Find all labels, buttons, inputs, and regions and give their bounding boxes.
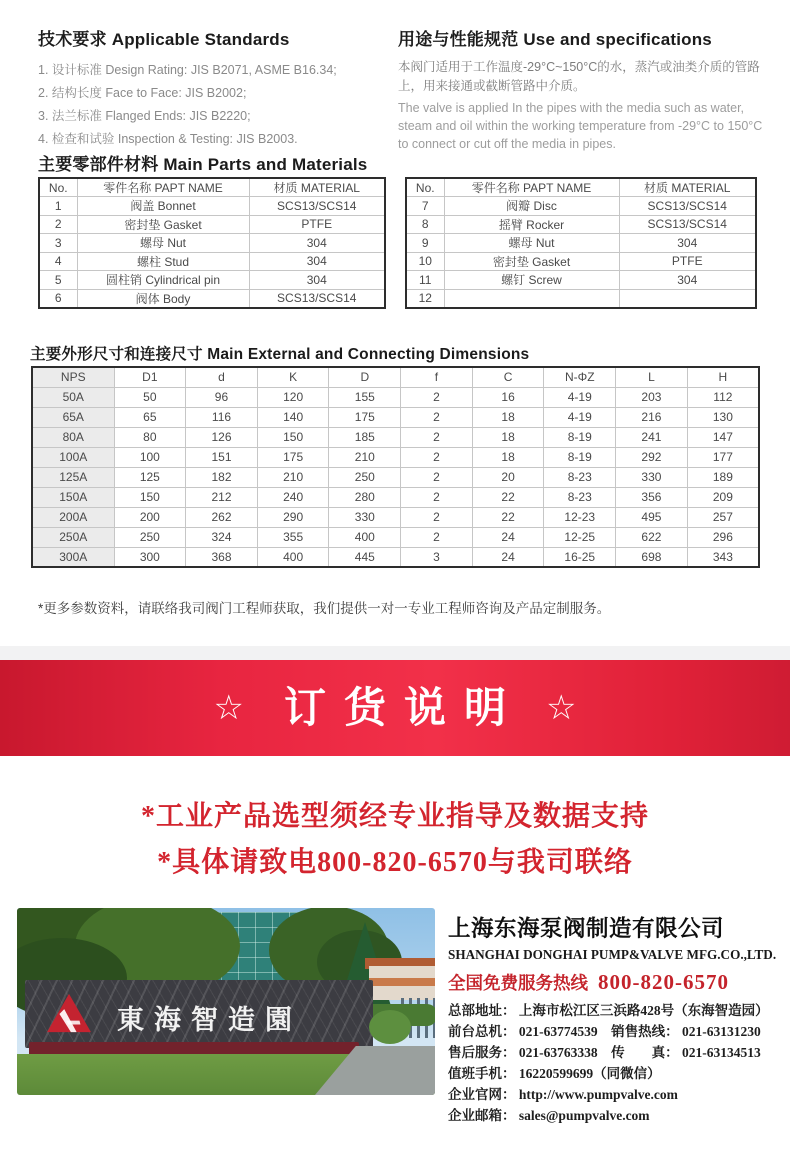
table-cell: 24 [472,547,544,567]
company-info-section [448,911,784,1127]
table-cell: PTFE [619,252,756,271]
company-name-zh: 上海东海泵阀制造有限公司 [448,916,725,941]
company-name-en: SHANGHAI DONGHAI PUMP&VALVE MFG.CO.,LTD. [448,947,777,962]
table-cell: 2 [39,215,77,234]
service-hotline [448,970,784,995]
table-row [39,271,385,290]
table-row [39,215,385,234]
contact-line: 前台总机： 021-63774539 销售热线： 021-63131230 [448,1023,761,1039]
table-cell: 147 [687,427,759,447]
order-notes [0,794,790,887]
table-cell: 65 [114,407,186,427]
table-cell: 18 [472,407,544,427]
column-header: L [616,367,688,387]
table-cell: 495 [616,507,688,527]
table-cell: 9 [406,234,444,253]
table-cell: 6 [39,289,77,308]
table-cell: 125A [32,467,114,487]
table-cell: 12-23 [544,507,616,527]
table-row [406,252,756,271]
table-cell: 80 [114,427,186,447]
table-cell: 2 [401,387,473,407]
table-cell: 116 [186,407,258,427]
table-cell: 151 [186,447,258,467]
table-cell: 100 [114,447,186,467]
table-cell: 189 [687,467,759,487]
photo-sign-text: 東海智造園 [117,1005,302,1035]
table-cell: 密封垫 Gasket [77,215,249,234]
table-cell: 3 [39,234,77,253]
table-cell: 18 [472,427,544,447]
table-cell: 356 [616,487,688,507]
table-cell: 304 [619,271,756,290]
contact-line: 售后服务： 021-63763338 传 真： 021-63134513 [448,1044,761,1060]
use-spec-text-en: The valve is applied In the pipes with the media such as water, steam and oil within the working temperature from -29°C to 150°C to connect or cut off the media in pipes. [398,100,763,151]
table-cell: 400 [257,547,329,567]
use-spec-section [398,25,764,153]
table-cell: 622 [616,527,688,547]
table-row [406,289,756,308]
contact-line: 企业官网： http://www.pumpvalve.com [448,1086,678,1102]
parts-table-left [38,177,386,309]
table-cell: 24 [472,527,544,547]
table-row [39,289,385,308]
table-cell: 185 [329,427,401,447]
table-row [32,407,759,427]
table-row [39,197,385,216]
table-cell: 22 [472,487,544,507]
standards-section [38,25,390,152]
table-row [32,507,759,527]
table-cell: 200A [32,507,114,527]
dimensions-table [31,366,760,568]
company-logo-icon [45,992,93,1034]
table-header-row [32,367,759,387]
table-cell: 368 [186,547,258,567]
table-cell: 阀体 Body [77,289,249,308]
standards-list [38,59,390,152]
table-cell: 12 [406,289,444,308]
table-cell: 250 [114,527,186,547]
table-cell [619,289,756,308]
standards-title: 技术要求 Applicable Standards [38,30,290,49]
table-cell: 10 [406,252,444,271]
table-cell: 324 [186,527,258,547]
column-header: N-ΦZ [544,367,616,387]
table-cell: 18 [472,447,544,467]
table-cell: 304 [619,234,756,253]
table-cell: 250A [32,527,114,547]
table-cell: 126 [186,427,258,447]
table-cell: 圆柱销 Cylindrical pin [77,271,249,290]
use-spec-title: 用途与性能规范 Use and specifications [398,30,712,49]
table-cell: 216 [616,407,688,427]
table-cell: 摇臂 Rocker [444,215,619,234]
column-header: f [401,367,473,387]
table-cell: 177 [687,447,759,467]
table-cell: 262 [186,507,258,527]
table-cell: 阀盖 Bonnet [77,197,249,216]
table-cell: 2 [401,507,473,527]
table-cell: 7 [406,197,444,216]
table-cell: 4 [39,252,77,271]
column-header: 零件名称 PAPT NAME [444,178,619,197]
column-header: D [329,367,401,387]
table-row [406,271,756,290]
table-cell: 螺母 Nut [444,234,619,253]
table-cell: 100A [32,447,114,467]
table-cell: 3 [401,547,473,567]
table-row [32,487,759,507]
table-cell: 112 [687,387,759,407]
table-row [39,234,385,253]
table-cell: 8-23 [544,467,616,487]
table-row [32,447,759,467]
table-row [32,427,759,447]
table-cell: 304 [249,234,385,253]
table-cell: 155 [329,387,401,407]
table-cell: 125 [114,467,186,487]
table-row [406,234,756,253]
table-cell: 250 [329,467,401,487]
column-header: K [257,367,329,387]
table-cell: 4-19 [544,387,616,407]
column-header: 零件名称 PAPT NAME [77,178,249,197]
table-cell: 209 [687,487,759,507]
column-header: No. [39,178,77,197]
column-header: D1 [114,367,186,387]
column-header: 材质 MATERIAL [619,178,756,197]
table-cell: 11 [406,271,444,290]
table-cell: 50A [32,387,114,407]
table-cell: 300A [32,547,114,567]
table-row [32,387,759,407]
table-row [32,527,759,547]
table-cell: 304 [249,252,385,271]
table-cell: 20 [472,467,544,487]
table-cell: 445 [329,547,401,567]
table-cell: SCS13/SCS14 [619,197,756,216]
table-row [406,197,756,216]
table-cell: 22 [472,507,544,527]
table-cell: 12-25 [544,527,616,547]
table-cell: 8-23 [544,487,616,507]
table-cell: PTFE [249,215,385,234]
standard-item: 4. 检查和试验 Inspection & Testing: JIS B2003. [38,132,298,147]
table-cell: 210 [329,447,401,467]
table-cell: 304 [249,271,385,290]
table-row [32,547,759,567]
factory-photo [17,908,435,1095]
star-icon: ☆ [546,689,577,727]
table-cell: 螺钉 Screw [444,271,619,290]
banner-top-strip [0,646,790,660]
table-cell: 290 [257,507,329,527]
table-header-row [39,178,385,197]
parameters-note: *更多参数资料，请联络我司阀门工程师获取，我们提供一对一专业工程师咨询及产品定制服务。 [38,601,611,616]
contact-lines [448,1001,784,1127]
table-cell: 296 [687,527,759,547]
table-cell: 200 [114,507,186,527]
table-cell: SCS13/SCS14 [619,215,756,234]
table-cell: 16 [472,387,544,407]
table-cell: 330 [329,507,401,527]
table-cell: 355 [257,527,329,547]
table-cell: 2 [401,407,473,427]
table-cell: 120 [257,387,329,407]
table-cell: 400 [329,527,401,547]
table-row [406,215,756,234]
column-header: C [472,367,544,387]
use-spec-text-zh: 本阀门适用于工作温度-29°C~150°C的水，蒸汽或油类介质的管路上，用来接通或截断管路中介质。 [398,60,760,94]
table-cell: 螺柱 Stud [77,252,249,271]
table-row [39,252,385,271]
standard-item: 2. 结构长度 Face to Face: JIS B2002; [38,86,247,101]
table-cell: 96 [186,387,258,407]
contact-line: 企业邮箱： sales@pumpvalve.com [448,1107,650,1123]
table-cell: 2 [401,427,473,447]
column-header: 材质 MATERIAL [249,178,385,197]
standard-item: 3. 法兰标准 Flanged Ends: JIS B2220; [38,109,251,124]
table-cell: 182 [186,467,258,487]
table-cell: 螺母 Nut [77,234,249,253]
table-cell: 2 [401,487,473,507]
table-cell: 8-19 [544,427,616,447]
table-cell: 阀瓣 Disc [444,197,619,216]
table-cell: 210 [257,467,329,487]
table-cell [444,289,619,308]
contact-line: 值班手机： 16220599699（同微信） [448,1065,661,1081]
order-note-line: *工业产品选型须经专业指导及数据支持 [140,801,649,832]
column-header: NPS [32,367,114,387]
table-cell: 175 [329,407,401,427]
table-cell: 140 [257,407,329,427]
table-cell: 4-19 [544,407,616,427]
table-cell: 212 [186,487,258,507]
table-cell: 65A [32,407,114,427]
table-cell: 2 [401,447,473,467]
table-cell: 150 [257,427,329,447]
table-cell: 80A [32,427,114,447]
order-banner-title: 订货说明 [283,684,524,731]
hotline-number: 800-820-6570 [598,970,729,994]
table-cell: 280 [329,487,401,507]
parts-title: 主要零部件材料 Main Parts and Materials [38,155,368,174]
table-cell: 2 [401,467,473,487]
table-cell: 257 [687,507,759,527]
column-header: H [687,367,759,387]
table-cell: 16-25 [544,547,616,567]
table-cell: 50 [114,387,186,407]
table-cell: 5 [39,271,77,290]
table-cell: 240 [257,487,329,507]
table-cell: 292 [616,447,688,467]
table-cell: 175 [257,447,329,467]
photo-far-building-band [369,978,435,986]
table-cell: 203 [616,387,688,407]
table-cell: 8-19 [544,447,616,467]
photo-bush [369,1010,411,1044]
table-row [32,467,759,487]
table-cell: 150 [114,487,186,507]
dimensions-title: 主要外形尺寸和连接尺寸 Main External and Connecting Dimensions [30,346,530,363]
parts-table-right [405,177,757,309]
standard-item: 1. 设计标准 Design Rating: JIS B2071, ASME B16.34; [38,63,337,77]
column-header: d [186,367,258,387]
table-cell: 2 [401,527,473,547]
table-cell: 300 [114,547,186,567]
hotline-label: 全国免费服务热线 [448,973,588,993]
order-banner [0,660,790,756]
table-header-row [406,178,756,197]
table-cell: 130 [687,407,759,427]
table-cell: 1 [39,197,77,216]
table-cell: 密封垫 Gasket [444,252,619,271]
table-cell: 343 [687,547,759,567]
order-note-line: *具体请致电800-820-6570与我司联络 [157,847,633,879]
star-icon: ☆ [213,689,244,727]
column-header: No. [406,178,444,197]
table-cell: 698 [616,547,688,567]
table-cell: 241 [616,427,688,447]
table-cell: SCS13/SCS14 [249,197,385,216]
table-cell: 150A [32,487,114,507]
table-cell: SCS13/SCS14 [249,289,385,308]
table-cell: 330 [616,467,688,487]
table-cell: 8 [406,215,444,234]
contact-line: 总部地址： 上海市松江区三浜路428号（东海智造园） [448,1003,769,1018]
